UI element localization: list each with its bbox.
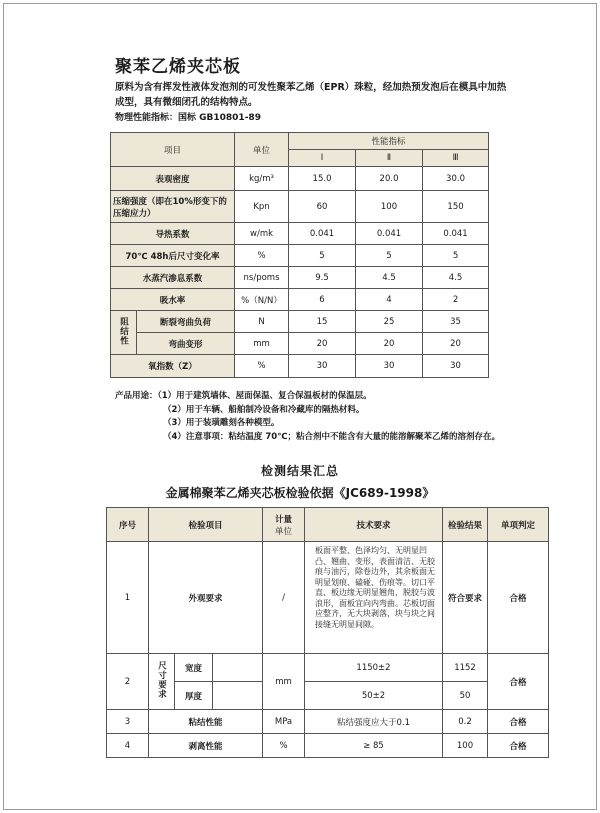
header-req: 技术要求 [305,508,443,542]
table-row [111,223,489,245]
table-row [111,333,489,355]
usage-line [115,390,555,404]
usage-line [115,431,555,445]
row-name: 氧指数（Z） [111,355,235,378]
row-requirement: 板面平整、色泽均匀、无明显凹凸、翘曲、变形，表面清洁、无胶痕与油污，除卷边外，其余板面无明显划痕、磕碰、伤痕等。切口平直、板边缘无明显翘角，脱胶与波浪形，面板宜向内弯曲。芯板切面应整齐，无大块剥落，块与块之间接缝无明显间隙。 [305,542,443,654]
row-value: 60 [289,191,356,223]
row-unit: % [263,734,305,758]
row-value: 4.5 [356,267,423,289]
grade-3: Ⅲ [423,150,489,167]
row-value: 100 [356,191,423,223]
row-judge: 合格 [488,542,549,654]
header-item: 检验项目 [149,508,263,542]
row-no: 1 [107,542,149,654]
summary-subtitle: 金属棉聚苯乙烯夹芯板检验依据《JC689-1998》 [165,486,435,500]
table-row [111,167,489,191]
row-spacer [213,654,263,682]
row-judge: 合格 [488,654,549,710]
table-row [111,311,489,333]
row-item: 外观要求 [149,542,263,654]
row-result: 符合要求 [443,542,488,654]
header-result: 检验结果 [443,508,488,542]
header-unit: 单位 [235,133,289,167]
row-unit: w/mk [235,223,289,245]
header-index: 性能指标 [289,133,489,150]
row-value: 2 [423,289,489,311]
row-value: 20.0 [356,167,423,191]
page-title: 聚苯乙烯夹芯板 [115,57,241,77]
grade-1: Ⅰ [289,150,356,167]
row-name: 表观密度 [111,167,235,191]
table-row [111,245,489,267]
row-requirement: 粘结强度应大于0.1 [305,710,443,734]
row-value: 4 [356,289,423,311]
intro-text: 原料为含有挥发性液体发泡剂的可发性聚苯乙烯（EPR）珠粒，经加热预发泡后在模具中加热成型，具有微细闭孔的结构特点。 [115,82,507,108]
row-value: 20 [423,333,489,355]
row-item: 剥离性能 [149,734,263,758]
row-unit: % [235,245,289,267]
row-no: 3 [107,710,149,734]
row-unit: % [235,355,289,378]
row-result: 100 [443,734,488,758]
row-value: 20 [356,333,423,355]
row-item [149,654,175,710]
summary-title: 检测结果汇总 [260,464,339,478]
row-unit: ns/poms [235,267,289,289]
row-spacer [213,682,263,710]
row-value: 5 [356,245,423,267]
row-value: 35 [423,311,489,333]
row-name: 导热系数 [111,223,235,245]
row-value: 30 [356,355,423,378]
header-unit-sub: 单位 [275,526,293,537]
table-row [107,542,549,654]
row-unit: mm [235,333,289,355]
group-label [111,311,137,355]
row-value: 0.041 [289,223,356,245]
row-result: 50 [443,682,488,710]
row-value: 0.041 [356,223,423,245]
row-name: 压缩强度（即在10%形变下的压缩应力） [111,191,235,223]
row-judge: 合格 [488,710,549,734]
row-unit: MPa [263,710,305,734]
row-unit: mm [263,654,305,710]
row-value: 150 [423,191,489,223]
test-results-table [106,507,549,758]
row-name: 断裂弯曲负荷 [137,311,235,333]
header-judge: 单项判定 [488,508,549,542]
table-row [111,289,489,311]
row-subitem: 宽度 [175,654,213,682]
row-value: 30 [423,355,489,378]
row-name: 70℃ 48h后尺寸变化率 [111,245,235,267]
grade-2: Ⅱ [356,150,423,167]
row-value: 5 [423,245,489,267]
row-unit: / [263,542,305,654]
row-unit: N [235,311,289,333]
table-row [107,654,549,682]
row-subitem: 厚度 [175,682,213,710]
row-name: 水蒸汽渗息系数 [111,267,235,289]
row-no: 2 [107,654,149,710]
header-no: 序号 [107,508,149,542]
row-value: 4.5 [423,267,489,289]
row-value: 5 [289,245,356,267]
row-unit: Kpn [235,191,289,223]
group-label-text: 阻结性 [118,316,129,346]
usage-item: （4）注意事项：粘结温度 70℃；粘合剂中不能含有大量的能溶解聚苯乙烯的溶剂存在。 [163,431,500,442]
row-value: 20 [289,333,356,355]
header-unit [263,508,305,542]
usage-item: （1）用于建筑墙体、屋面保温、复合保温板材的保温层。 [157,391,372,401]
row-item-text: 尺寸要求 [156,661,167,699]
row-value: 15.0 [289,167,356,191]
usage-item: （3）用于装璜雕刻各种模型。 [163,418,280,428]
table-row [111,267,489,289]
row-requirement: 1150±2 [305,654,443,682]
usage-label: 产品用途： [115,391,158,401]
usage-line [115,417,555,431]
usage-item: （2）用于车辆、船舶制冷设备和冷藏库的隔热材料。 [163,404,365,415]
row-name: 吸水率 [111,289,235,311]
row-value: 30 [289,355,356,378]
row-unit: %（N/N） [235,289,289,311]
header-unit-main: 计量 [275,514,293,525]
usage-line [115,404,555,418]
row-value: 30.0 [423,167,489,191]
header-item: 项目 [111,133,235,167]
row-value: 25 [356,311,423,333]
table-row [111,191,489,223]
row-result: 0.2 [443,710,488,734]
standard-text: 物理性能指标：国标 GB10801-89 [115,113,261,123]
properties-table [110,132,489,378]
row-requirement: ≥ 85 [305,734,443,758]
table-row [107,710,549,734]
row-value: 6 [289,289,356,311]
usage-section [115,390,555,444]
row-name: 弯曲变形 [137,333,235,355]
row-requirement: 50±2 [305,682,443,710]
row-judge: 合格 [488,734,549,758]
table-row [111,355,489,378]
row-value: 9.5 [289,267,356,289]
table-row [107,734,549,758]
row-item: 粘结性能 [149,710,263,734]
row-result: 1152 [443,654,488,682]
row-value: 15 [289,311,356,333]
row-unit: kg/m³ [235,167,289,191]
row-no: 4 [107,734,149,758]
row-value: 0.041 [423,223,489,245]
